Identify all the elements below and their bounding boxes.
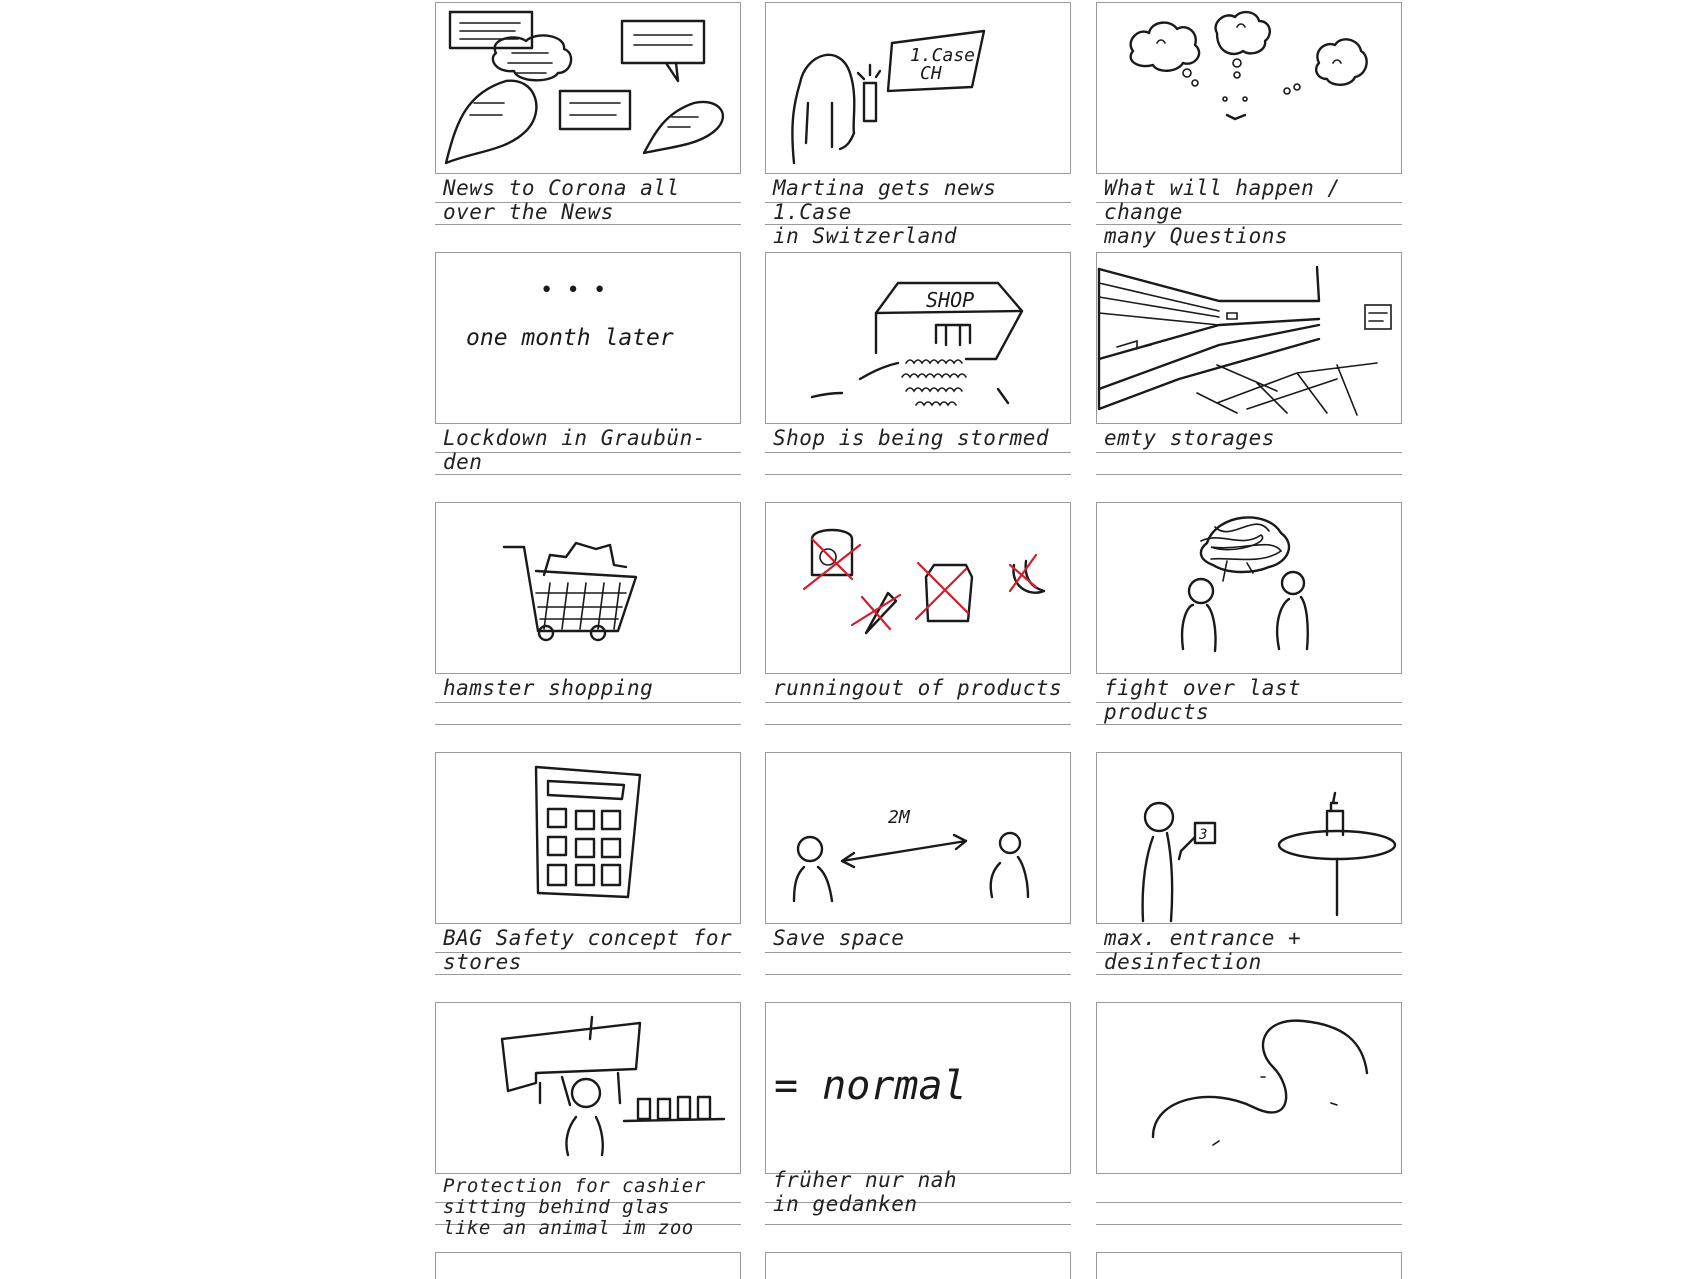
panel-caption: fight over last products — [1104, 676, 1302, 724]
storyboard-panel-18 — [1096, 1252, 1402, 1279]
panel-caption: emty storages — [1104, 426, 1275, 450]
storyboard-panel-8 — [765, 502, 1071, 732]
sketch-frame — [1096, 1002, 1402, 1174]
sketch-label: 3 — [1199, 827, 1208, 843]
sketch-frame — [435, 752, 741, 924]
panel-caption: Save space — [773, 926, 905, 950]
storyboard-panel-10 — [435, 752, 741, 982]
sketch-frame — [765, 1002, 1071, 1174]
storyboard-panel-2 — [765, 2, 1071, 248]
storyboard-panel-12 — [1096, 752, 1402, 982]
sketch-frame — [765, 752, 1071, 924]
storyboard-panel-7 — [435, 502, 741, 732]
panel-caption: BAG Safety concept for stores — [443, 926, 733, 974]
distance-sketch — [766, 753, 1070, 923]
panel-caption: What will happen / change many Questions — [1104, 176, 1341, 248]
building-sketch — [436, 753, 740, 923]
sketch-label: 1.Case — [910, 45, 976, 66]
time-passes-sketch — [436, 253, 740, 423]
sketch-frame — [1096, 1252, 1402, 1279]
thinking-clouds-sketch — [1097, 3, 1401, 173]
sketch-frame — [435, 502, 741, 674]
curve-sketch — [1097, 1003, 1401, 1173]
sketch-frame — [765, 1252, 1071, 1279]
storyboard-panel-13 — [435, 1002, 741, 1239]
entrance-disinfection-sketch — [1097, 753, 1401, 923]
storyboard-panel-5 — [765, 252, 1071, 482]
panel-caption: runningout of products — [773, 676, 1063, 700]
storyboard-panel-15 — [1096, 1002, 1402, 1232]
person-phone-sketch — [766, 3, 1070, 173]
sketch-label: 2M — [888, 807, 910, 828]
storyboard-panel-17 — [765, 1252, 1071, 1279]
fight-sketch — [1097, 503, 1401, 673]
sketch-frame — [435, 1002, 741, 1174]
shopping-cart-sketch — [436, 503, 740, 673]
cashier-glass-sketch — [436, 1003, 740, 1173]
panel-caption: Protection for cashier sitting behind glas like an animal im zoo — [443, 1175, 706, 1239]
storyboard-panel-3 — [1096, 2, 1402, 248]
news-bubbles-sketch — [436, 3, 740, 173]
sketch-label: one month later — [466, 325, 674, 351]
sketch-label: • • • — [540, 278, 607, 303]
sketch-frame — [765, 502, 1071, 674]
panel-caption: News to Corona all over the News — [443, 176, 680, 224]
sketch-frame — [1096, 502, 1402, 674]
storyboard-panel-14 — [765, 1002, 1071, 1232]
storyboard-panel-16 — [435, 1252, 741, 1279]
storyboard-panel-1 — [435, 2, 741, 232]
sketch-label: = normal — [774, 1063, 967, 1109]
panel-caption: Shop is being stormed — [773, 426, 1050, 450]
sketch-frame — [1096, 2, 1402, 174]
storyboard-panel-9 — [1096, 502, 1402, 732]
sketch-label: SHOP — [926, 288, 975, 312]
storyboard-panel-11 — [765, 752, 1071, 982]
sketch-frame — [765, 2, 1071, 174]
sketch-frame — [435, 252, 741, 424]
panel-caption: hamster shopping — [443, 676, 654, 700]
panel-caption: Martina gets news 1.Case in Switzerland — [773, 176, 997, 248]
storyboard-panel-4 — [435, 252, 741, 482]
sketch-label: CH — [920, 63, 942, 84]
stormed-shop-sketch — [766, 253, 1070, 423]
sketch-frame — [435, 2, 741, 174]
sketch-frame — [765, 252, 1071, 424]
crossed-products-sketch — [766, 503, 1070, 673]
panel-caption: Lockdown in Graubün- den — [443, 426, 706, 474]
panel-caption: max. entrance + desinfection — [1104, 926, 1302, 974]
normal-sketch — [766, 1003, 1070, 1173]
sketch-frame — [1096, 252, 1402, 424]
storyboard-panel-6 — [1096, 252, 1402, 482]
sketch-frame — [1096, 752, 1402, 924]
sketch-frame — [435, 1252, 741, 1279]
empty-shelves-sketch — [1097, 253, 1401, 423]
panel-caption: früher nur nah in gedanken — [773, 1168, 958, 1216]
